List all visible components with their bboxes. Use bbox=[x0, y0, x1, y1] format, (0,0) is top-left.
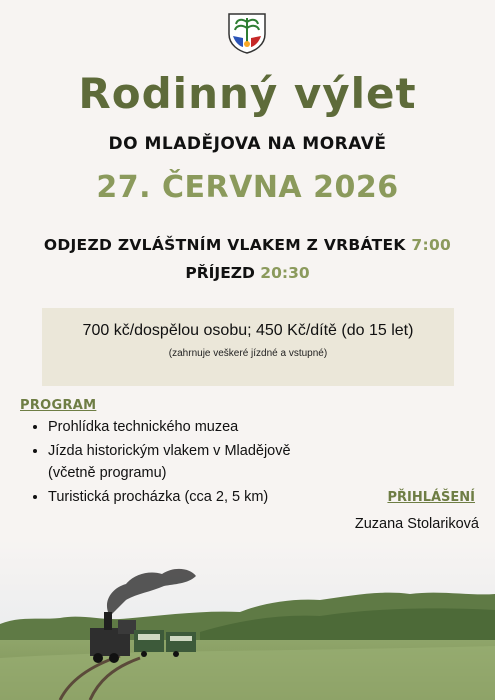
list-item: • Prohlídka technického muzea bbox=[48, 416, 368, 438]
event-date: 27. ČERVNA 2026 bbox=[96, 170, 399, 205]
list-item-note: (včetně programu) bbox=[48, 465, 167, 481]
program-heading: PROGRAM bbox=[20, 398, 97, 413]
departure-line bbox=[0, 236, 495, 254]
arrival-time: 20:30 bbox=[260, 264, 310, 282]
program-list bbox=[28, 416, 368, 510]
price-note: (zahrnuje veškeré jízdné a vstupné) bbox=[168, 348, 328, 359]
arrival-line bbox=[0, 264, 495, 282]
list-item: • Turistická procházka (cca 2, 5 km) bbox=[48, 486, 368, 508]
coat-of-arms-icon bbox=[227, 12, 267, 54]
arrival-label: PŘÍJEZD bbox=[185, 264, 255, 282]
list-item bbox=[48, 440, 368, 484]
contact-name: Zuzana Stolariková bbox=[354, 516, 479, 532]
event-title: Rodinný výlet bbox=[78, 69, 417, 118]
price-main: 700 kč/dospělou osobu; 450 Kč/dítě (do 15 let) bbox=[82, 322, 414, 339]
steam-train-illustration bbox=[0, 540, 495, 700]
list-item-text: Jízda historickým vlakem v Mladějově bbox=[48, 443, 291, 459]
price-box bbox=[42, 308, 454, 386]
departure-label: ODJEZD ZVLÁŠTNÍM VLAKEM Z VRBÁTEK bbox=[43, 236, 406, 254]
departure-time: 7:00 bbox=[411, 236, 452, 254]
registration-heading: PŘIHLÁŠENÍ bbox=[387, 490, 475, 505]
destination-subtitle: DO MLADĚJOVA NA MORAVĚ bbox=[108, 134, 387, 154]
